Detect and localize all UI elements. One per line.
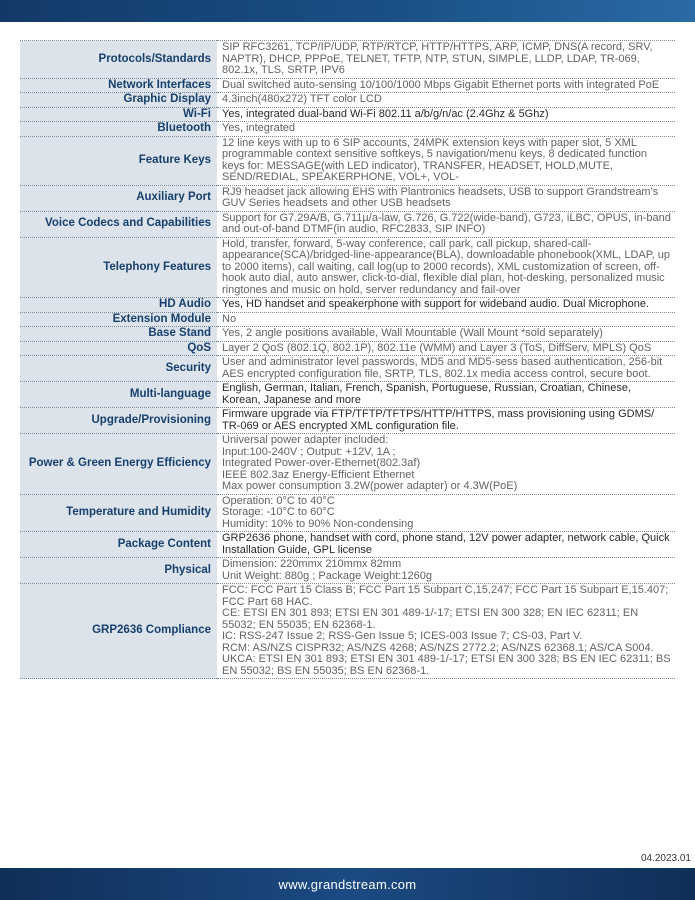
- spec-label: Network Interfaces: [20, 78, 217, 93]
- spec-value: Operation: 0°C to 40°C Storage: -10°C to 60°C Humidity: 10% to 90% Non-condensing: [217, 494, 675, 532]
- top-banner: [0, 0, 695, 22]
- spec-row: [20, 327, 675, 342]
- spec-row: [20, 93, 675, 108]
- spec-value: 12 line keys with up to 6 SIP accounts, 24MPK extension keys with paper slot, 5 XML programmable context sensitive softkeys, 5 navigation/menu keys, 8 dedicated function keys for: MESSAGE(with LED indicator), TRANSFER, HEADSET, HOLD,MUTE, SEND/REDIAL, SPEAKERPHONE, VOL+, VOL-: [217, 136, 675, 185]
- spec-row: [20, 41, 675, 79]
- spec-value: Yes, integrated: [217, 122, 675, 137]
- spec-label: Feature Keys: [20, 136, 217, 185]
- spec-label: GRP2636 Compliance: [20, 584, 217, 679]
- spec-value: 4.3inch(480x272) TFT color LCD: [217, 93, 675, 108]
- spec-label: Telephony Features: [20, 237, 217, 298]
- spec-label: Physical: [20, 558, 217, 584]
- website-link[interactable]: www.grandstream.com: [278, 876, 417, 892]
- spec-row: [20, 298, 675, 313]
- spec-label: Multi-language: [20, 382, 217, 408]
- spec-value: Hold, transfer, forward, 5-way conference, call park, call pickup, shared-call-appearance(SCA)/bridged-line-appearance(BLA), downloadable phonebook(XML, LDAP, up to 2000 items), call waiting, call log(up to 2000 records), XML customization of screen, off-hook auto dial, auto answer, click-to-dial, flexible dial plan, hot-desking, personalized music ringtones and music on hold, server redundancy and fail-over: [217, 237, 675, 298]
- spec-label: Package Content: [20, 532, 217, 558]
- spec-value: GRP2636 phone, handset with cord, phone stand, 12V power adapter, network cable, Quick Installation Guide, GPL license: [217, 532, 675, 558]
- spec-value: Yes, 2 angle positions available, Wall Mountable (Wall Mount *sold separately): [217, 327, 675, 342]
- spec-label: Power & Green Energy Efficiency: [20, 434, 217, 495]
- spec-value: Layer 2 QoS (802.1Q, 802.1P), 802.11e (WMM) and Layer 3 (ToS, DiffServ, MPLS) QoS: [217, 341, 675, 356]
- spec-label: Wi-Fi: [20, 107, 217, 122]
- spec-value: RJ9 headset jack allowing EHS with Plantronics headsets, USB to support Grandstream's GUV Series headsets and other USB headsets: [217, 185, 675, 211]
- spec-label: Temperature and Humidity: [20, 494, 217, 532]
- spec-row: [20, 78, 675, 93]
- spec-table: [20, 40, 675, 679]
- spec-label: Security: [20, 356, 217, 382]
- spec-label: Extension Module: [20, 312, 217, 327]
- spec-label: HD Audio: [20, 298, 217, 313]
- spec-row: [20, 185, 675, 211]
- spec-row: [20, 532, 675, 558]
- spec-value: Yes, integrated dual-band Wi-Fi 802.11 a/b/g/n/ac (2.4Ghz & 5Ghz): [217, 107, 675, 122]
- spec-label: Bluetooth: [20, 122, 217, 137]
- spec-value: Dual switched auto-sensing 10/100/1000 Mbps Gigabit Ethernet ports with integrated PoE: [217, 78, 675, 93]
- spec-row: [20, 382, 675, 408]
- spec-row: [20, 107, 675, 122]
- spec-value: FCC: FCC Part 15 Class B; FCC Part 15 Subpart C,15.247; FCC Part 15 Subpart E,15.407; FCC Part 68 HAC. CE: ETSI EN 301 893; ETSI EN 301 489-1/-17; ETSI EN 300 328; EN IEC 62311; EN 55032; EN 55035; EN 62368-1. IC: RSS-247 Issue 2; RSS-Gen Issue 5; ICES-003 Issue 7; CS-03, Part V. RCM: AS/NZS CISPR32; AS/NZS 4268; AS/NZS 2772.2; AS/NZS 62368.1; AS/CA S004. UKCA: ETSI EN 301 893; ETSI EN 301 489-1/-17; ETSI EN 300 328; BS EN IEC 62311; BS EN 55032; BS EN 55035; BS EN 62368-1.: [217, 584, 675, 679]
- spec-row: [20, 312, 675, 327]
- spec-label: QoS: [20, 341, 217, 356]
- spec-value: Dimension: 220mmx 210mmx 82mm Unit Weight: 880g ; Package Weight:1260g: [217, 558, 675, 584]
- spec-label: Voice Codecs and Capabilities: [20, 211, 217, 237]
- spec-row: [20, 122, 675, 137]
- footer-banner: [0, 868, 695, 900]
- spec-label: Base Stand: [20, 327, 217, 342]
- spec-value: English, German, Italian, French, Spanish, Portuguese, Russian, Croatian, Chinese, Korean, Japanese and more: [217, 382, 675, 408]
- spec-table-body: [20, 41, 675, 679]
- document-date-code: 04.2023.01: [640, 853, 691, 864]
- spec-value: Universal power adapter included: Input:100-240V ; Output: +12V, 1A ; Integrated Power-over-Ethernet(802.3af) IEEE 802.3az Energy-Efficient Ethernet Max power consumption 3.2W(power adapter) or 4.3W(PoE): [217, 434, 675, 495]
- spec-row: [20, 584, 675, 679]
- spec-row: [20, 211, 675, 237]
- spec-row: [20, 494, 675, 532]
- spec-row: [20, 136, 675, 185]
- spec-value: Support for G7.29A/B, G.711µ/a-law, G.726, G.722(wide-band), G723, iLBC, OPUS, in-band and out-of-band DTMF(in audio, RFC2833, SIP INFO): [217, 211, 675, 237]
- spec-value: Yes, HD handset and speakerphone with support for wideband audio. Dual Microphone.: [217, 298, 675, 313]
- spec-value: No: [217, 312, 675, 327]
- spec-label: Auxiliary Port: [20, 185, 217, 211]
- spec-row: [20, 237, 675, 298]
- spec-label: Graphic Display: [20, 93, 217, 108]
- spec-row: [20, 356, 675, 382]
- spec-label: Upgrade/Provisioning: [20, 408, 217, 434]
- spec-label: Protocols/Standards: [20, 41, 217, 79]
- spec-row: [20, 408, 675, 434]
- spec-row: [20, 341, 675, 356]
- spec-row: [20, 434, 675, 495]
- spec-row: [20, 558, 675, 584]
- spec-value: User and administrator level passwords, MD5 and MD5-sess based authentication, 256-bit AES encrypted configuration file, SRTP, TLS, 802.1x media access control, secure boot.: [217, 356, 675, 382]
- spec-value: Firmware upgrade via FTP/TFTP/TFTPS/HTTP/HTTPS, mass provisioning using GDMS/ TR-069 or AES encrypted XML configuration file.: [217, 408, 675, 434]
- spec-value: SIP RFC3261, TCP/IP/UDP, RTP/RTCP, HTTP/HTTPS, ARP, ICMP, DNS(A record, SRV, NAPTR), DHCP, PPPoE, TELNET, TFTP, NTP, STUN, SIMPLE, LLDP, LDAP, TR-069, 802.1x, TLS, SRTP, IPV6: [217, 41, 675, 79]
